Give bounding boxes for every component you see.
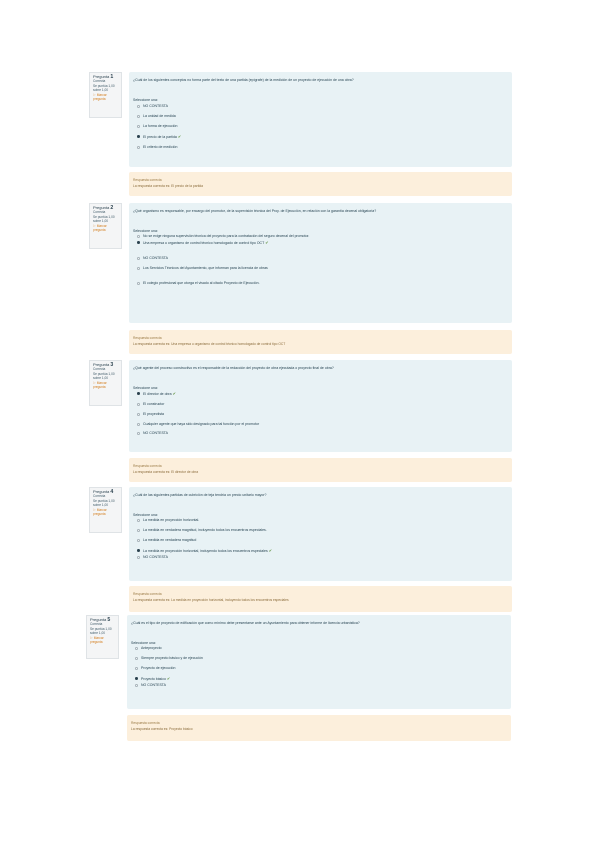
radio-button-selected[interactable] — [137, 135, 140, 138]
answer-option[interactable]: La medida en verdadera magnitud, incluyendo todos los encuentros especiales. — [133, 528, 508, 533]
feedback-text: La respuesta correcta es: La medida en proyección horizontal, incluyendo todos los encuentros especiales — [133, 598, 289, 602]
feedback-title: Respuesta correcta — [133, 178, 162, 182]
feedback-box — [129, 458, 512, 482]
correct-check-icon: ✔ — [172, 391, 176, 396]
question-score: Se puntúa 1,00 sobre 1,00 — [93, 498, 115, 508]
question-text: ¿Qué agente del proceso constructivo es el responsable de la redacción del proyecto de obra ejecutada o proyecto final de obra? — [133, 366, 334, 370]
select-prompt: Seleccione una: — [133, 386, 158, 390]
radio-button[interactable] — [137, 105, 140, 108]
radio-button[interactable] — [137, 413, 140, 416]
correct-check-icon: ✔ — [265, 240, 269, 245]
answer-option[interactable]: No se exige ninguna supervisión técnica del proyecto para la contratación del seguro decenal del promotor. — [133, 234, 508, 239]
flag-icon: ⚐ — [90, 635, 93, 640]
answer-option[interactable]: La unidad de medida — [133, 114, 508, 119]
correct-check-icon: ✔ — [177, 134, 182, 139]
answer-option[interactable]: El colegio profesional que otorga el visado al citado Proyecto de Ejecución. — [133, 281, 508, 286]
select-prompt: Seleccione una: — [133, 513, 158, 517]
answer-option[interactable]: Cualquier agente que haya sido designado para tal función por el promotor — [133, 422, 508, 427]
correct-check-icon: ✔ — [268, 548, 273, 553]
radio-button[interactable] — [137, 539, 140, 542]
answer-option[interactable]: Proyecto de ejecución — [131, 666, 507, 671]
question-text: ¿Cuál es el tipo de proyecto de edificación que como mínimo debe presentarse ante un Ayuntamiento para obtener informe de licencia urbanística? — [131, 621, 360, 625]
answer-option[interactable]: La medida en proyección horizontal. — [133, 518, 508, 523]
answer-option[interactable]: NO CONTESTA — [131, 683, 507, 688]
question-number: Pregunta 3 — [93, 362, 114, 368]
radio-button[interactable] — [137, 556, 140, 559]
question-number: Pregunta 4 — [93, 489, 114, 495]
answer-option[interactable]: El criterio de medición — [133, 145, 508, 150]
radio-button[interactable] — [137, 529, 140, 532]
question-score: Se puntúa 1,00 sobre 1,00 — [93, 214, 115, 224]
flag-icon: ⚐ — [93, 380, 96, 385]
radio-button-selected[interactable] — [137, 241, 140, 244]
answer-option[interactable]: La forma de ejecución — [133, 124, 508, 129]
radio-button-selected[interactable] — [137, 549, 140, 552]
select-prompt: Seleccione una: — [133, 98, 158, 102]
radio-button[interactable] — [137, 403, 140, 406]
answer-option-selected[interactable]: La medida en proyección horizontal, incluyendo todos los encuentros especiales✔ — [133, 548, 508, 554]
answer-option[interactable]: Los Servicios Técnicos del Ayuntamiento, que informan para la licencia de obras — [133, 266, 508, 271]
feedback-title: Respuesta correcta — [133, 464, 162, 468]
question-score: Se puntúa 1,00 sobre 1,00 — [93, 371, 115, 381]
question-score: Se puntúa 1,00 sobre 1,00 — [90, 626, 112, 636]
radio-button[interactable] — [137, 267, 140, 270]
answer-option-selected[interactable]: Una empresa u organismo de control técnico homologado de control tipo OCT✔ — [133, 240, 508, 246]
feedback-box — [129, 172, 512, 196]
question-number: Pregunta 1 — [93, 74, 114, 80]
question-content — [129, 360, 512, 452]
answer-option[interactable]: Anteproyecto — [131, 646, 507, 651]
answer-option[interactable]: NO CONTESTA — [133, 431, 508, 436]
feedback-box — [129, 330, 512, 354]
flag-question-link[interactable]: ⚐ Marcar pregunta — [93, 223, 107, 233]
radio-button[interactable] — [137, 125, 140, 128]
answer-option-selected[interactable]: El director de obra✔ — [133, 391, 508, 397]
question-text: ¿Cuál de las siguientes partidas de cubrición de teja tendría un precio unitario mayor? — [133, 493, 267, 497]
question-info — [89, 360, 122, 406]
question-content — [127, 615, 511, 709]
answer-option[interactable]: NO CONTESTA — [133, 256, 508, 261]
radio-button[interactable] — [137, 235, 140, 238]
answer-option[interactable]: El proyectista — [133, 412, 508, 417]
question-number: Pregunta 2 — [93, 205, 114, 211]
answer-option[interactable]: El constructor — [133, 402, 508, 407]
question-text: ¿Cuál de los siguientes conceptos no forma parte del texto de una partida (epígrafe) de la medición de un proyecto de ejecución de una obra? — [133, 78, 354, 82]
question-info — [89, 203, 122, 249]
question-content — [129, 72, 512, 167]
flag-question-link[interactable]: ⚐ Marcar pregunta — [93, 507, 107, 517]
feedback-text: La respuesta correcta es: El director de obra — [133, 470, 199, 474]
radio-button[interactable] — [137, 282, 140, 285]
radio-button[interactable] — [137, 257, 140, 260]
flag-question-link[interactable]: ⚐ Marcar pregunta — [93, 380, 107, 390]
question-content — [129, 487, 512, 581]
flag-icon: ⚐ — [93, 223, 96, 228]
question-status: Correcta — [90, 622, 103, 627]
question-number: Pregunta 5 — [90, 617, 111, 623]
question-score: Se puntúa 1,00 sobre 1,00 — [93, 83, 115, 93]
flag-question-link[interactable]: ⚐ Marcar pregunta — [93, 92, 107, 102]
radio-button-selected[interactable] — [137, 392, 140, 395]
question-info — [89, 487, 122, 533]
radio-button[interactable] — [137, 423, 140, 426]
question-content — [129, 203, 512, 323]
radio-button[interactable] — [135, 684, 138, 687]
question-info — [89, 72, 122, 118]
radio-button[interactable] — [137, 519, 140, 522]
feedback-text: La respuesta correcta es: El precio de la partida — [133, 184, 204, 188]
flag-question-link[interactable]: ⚐ Marcar pregunta — [90, 635, 104, 645]
question-status: Correcta — [93, 494, 106, 499]
feedback-title: Respuesta correcta — [131, 721, 160, 725]
radio-button[interactable] — [137, 432, 140, 435]
feedback-text: La respuesta correcta es: Proyecto básico — [131, 727, 193, 731]
feedback-box — [127, 715, 511, 741]
select-prompt: Seleccione una: — [131, 641, 156, 645]
feedback-box — [129, 586, 512, 612]
question-status: Correcta — [93, 367, 106, 372]
question-info — [86, 615, 119, 659]
question-text: ¿Qué organismo es responsable, por encargo del promotor, de la supervisión técnica del Proy. de Ejecución, en relación con la garantía decenal obligatoria? — [133, 209, 377, 213]
radio-button[interactable] — [135, 667, 138, 670]
radio-button[interactable] — [135, 647, 138, 650]
flag-icon: ⚐ — [93, 507, 96, 512]
feedback-title: Respuesta correcta — [133, 592, 162, 596]
answer-option[interactable]: Siempre proyecto básico y de ejecución — [131, 656, 507, 661]
answer-option[interactable]: NO CONTESTA — [133, 104, 508, 109]
radio-button-selected[interactable] — [135, 677, 138, 680]
answer-option-selected[interactable]: El precio de la partida✔ — [133, 134, 508, 140]
answer-option[interactable]: NO CONTESTA — [133, 555, 508, 560]
question-status: Correcta — [93, 210, 106, 215]
feedback-text: La respuesta correcta es: Una empresa u organismo de control técnico homologado de control tipo OCT — [133, 342, 286, 346]
correct-check-icon: ✔ — [166, 676, 171, 681]
feedback-title: Respuesta correcta — [133, 336, 162, 340]
radio-button[interactable] — [135, 657, 138, 660]
answer-option[interactable]: La medida en verdadera magnitud — [133, 538, 508, 543]
radio-button[interactable] — [137, 115, 140, 118]
radio-button[interactable] — [137, 146, 140, 149]
question-status: Correcta — [93, 79, 106, 84]
flag-icon: ⚐ — [93, 92, 96, 97]
select-prompt: Seleccione una: — [133, 229, 158, 233]
answer-option-selected[interactable]: Proyecto básico✔ — [131, 676, 507, 682]
